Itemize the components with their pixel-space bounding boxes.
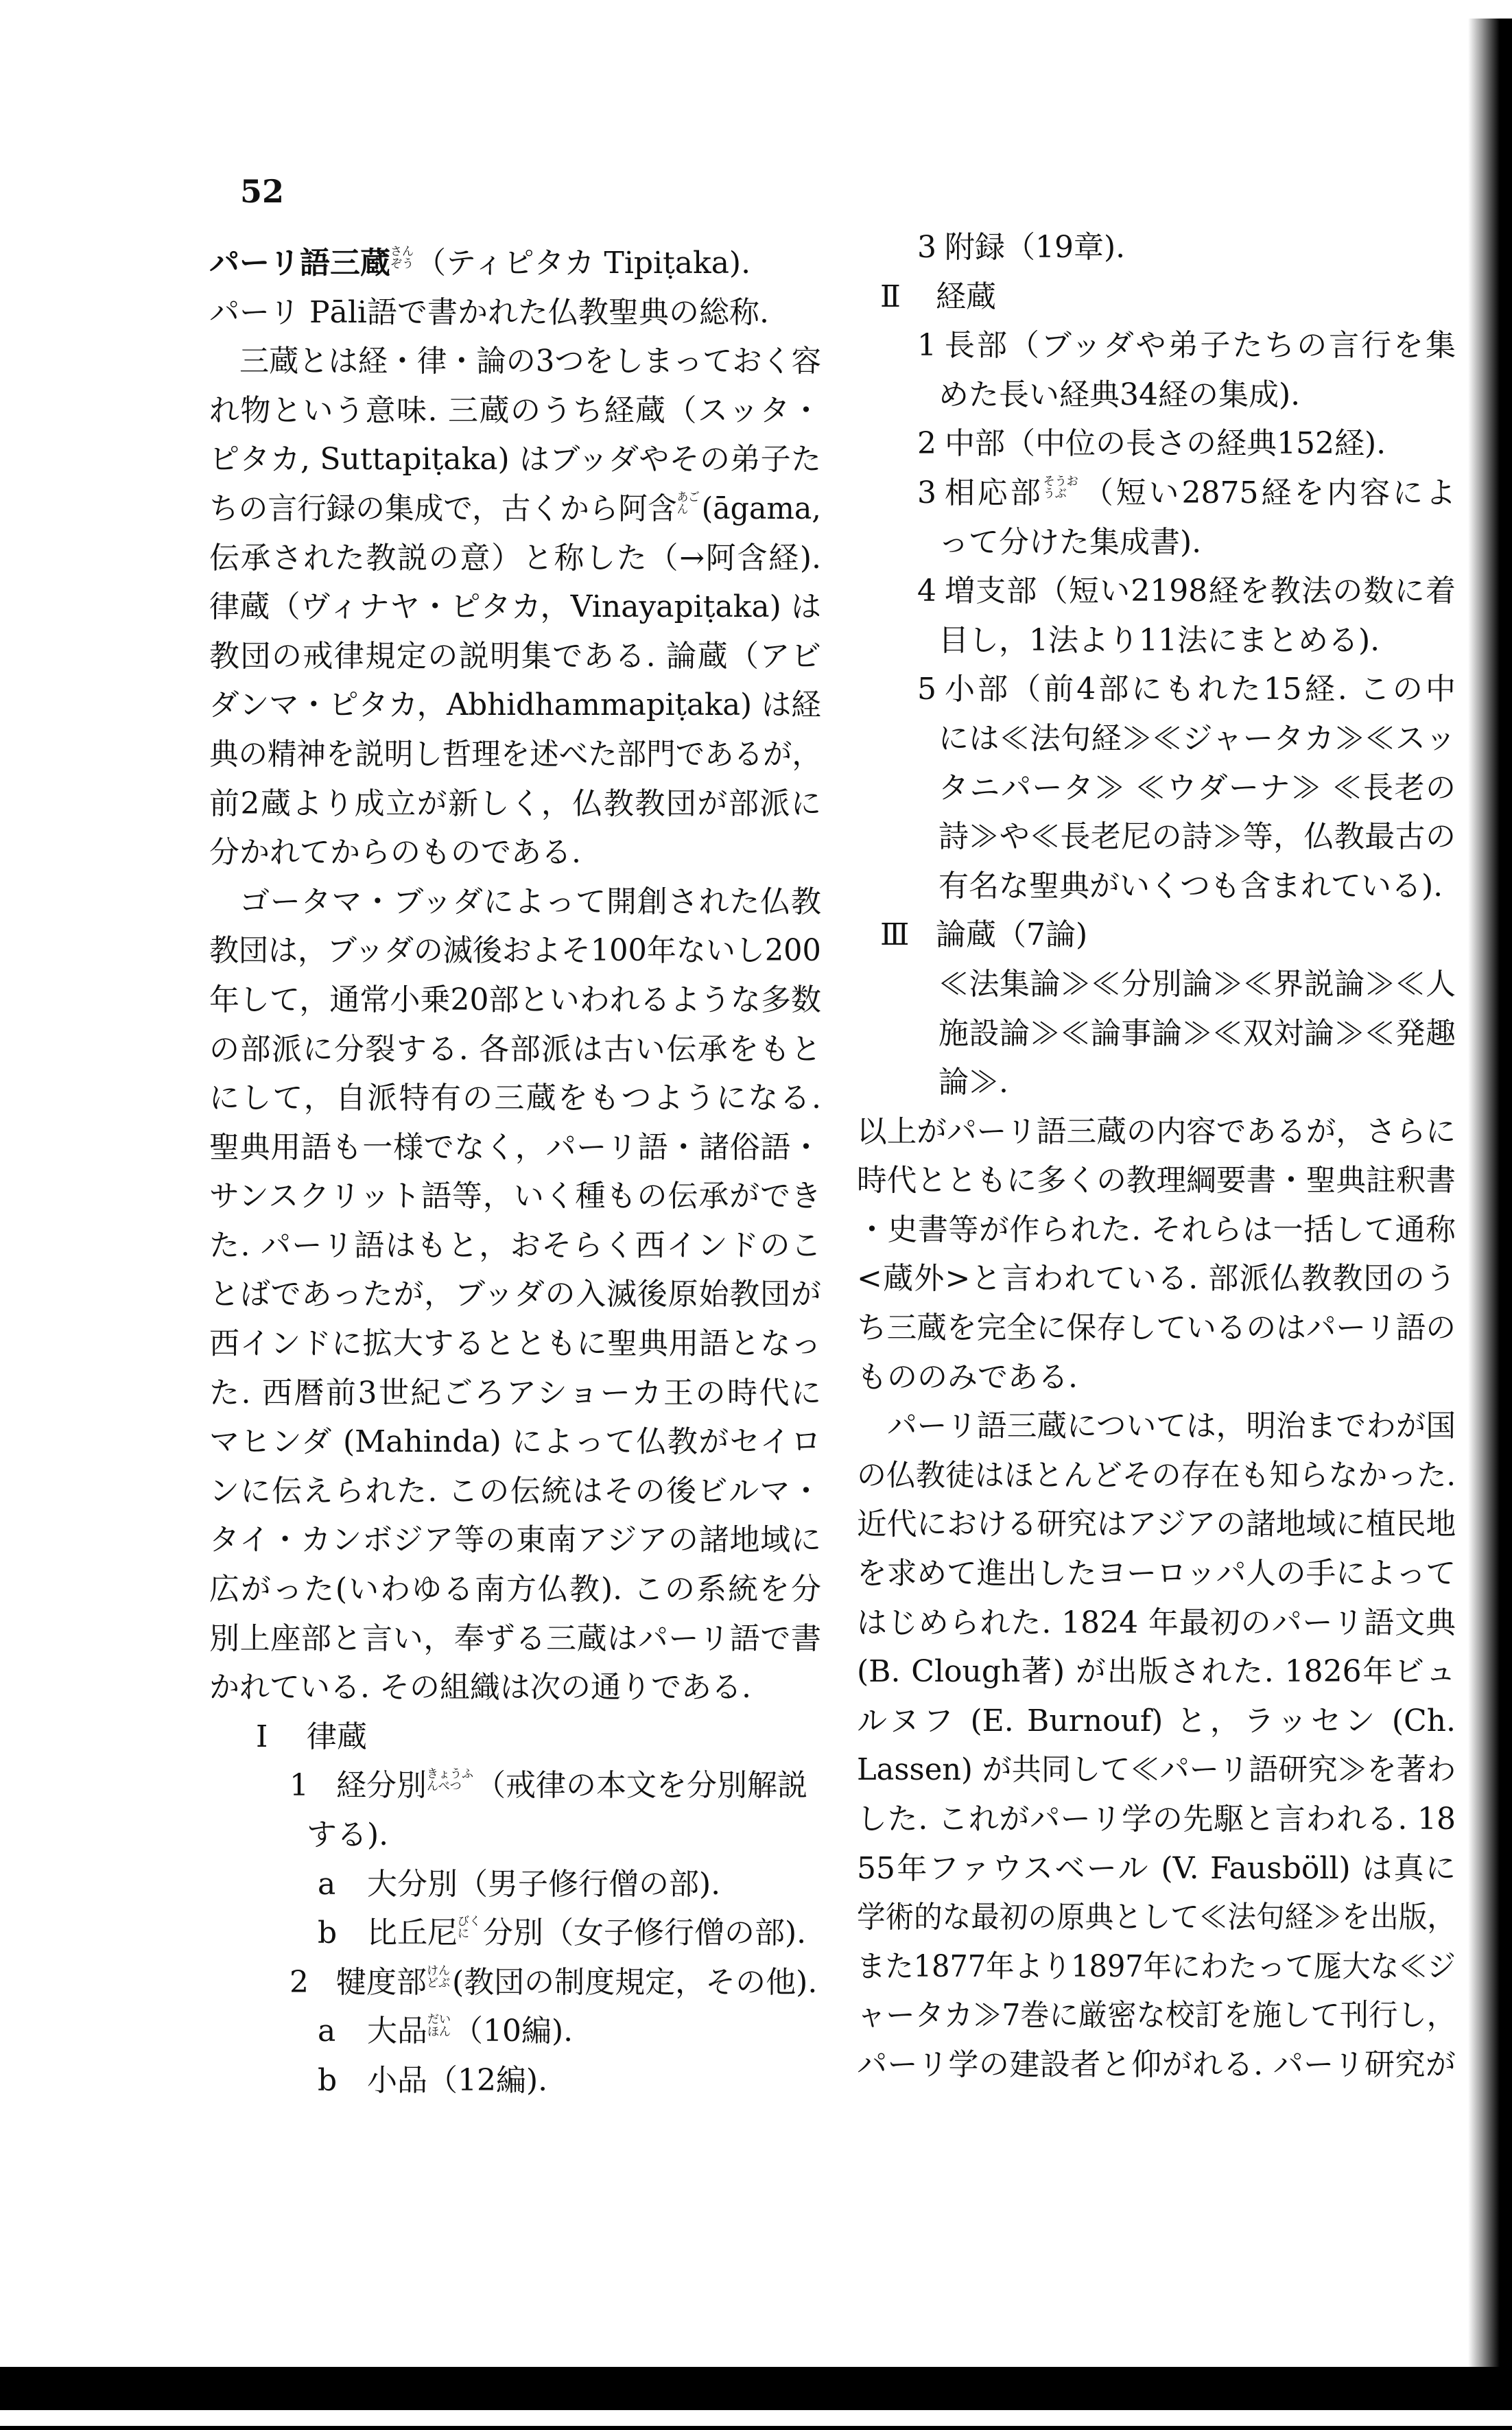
line-text bbox=[209, 288, 769, 338]
scan-bottom-black-border bbox=[0, 2367, 1512, 2410]
text-line bbox=[209, 582, 821, 632]
text-run: パーリ語三蔵については，明治までわが国 bbox=[887, 1408, 1456, 1444]
text-line bbox=[857, 1697, 1456, 1746]
text-run: （戒律の本文を分別解説 bbox=[475, 1768, 807, 1804]
text-run: ゴータマ・ブッダによって開創された仏教 bbox=[239, 884, 821, 919]
outline-marker: I bbox=[256, 1719, 268, 1754]
text-line bbox=[209, 1515, 821, 1565]
line-text bbox=[936, 910, 1087, 960]
text-run: 三蔵とは経・律・論の3つをしまっておく容 bbox=[239, 344, 821, 379]
text-line bbox=[857, 1451, 1456, 1500]
outline-marker: b bbox=[318, 2062, 338, 2098]
text-line bbox=[209, 828, 821, 877]
text-run: （短い2875経を内容によ bbox=[1080, 475, 1456, 510]
text-line bbox=[209, 1074, 821, 1123]
text-run: 聖典用語も一様でなく，パーリ語・諸俗語・ bbox=[209, 1129, 821, 1165]
text-run: 大分別（男子修行僧の部). bbox=[367, 1866, 721, 1902]
outline-marker: 4 bbox=[917, 574, 936, 609]
text-run: 中部（中位の長さの経典152経). bbox=[945, 426, 1386, 462]
text-run: 増支部（短い2198経を教法の数に着 bbox=[945, 574, 1456, 609]
furigana: けんどぶ bbox=[427, 1964, 450, 1990]
line-text bbox=[887, 1402, 1456, 1451]
furigana: さんぞう bbox=[390, 246, 414, 270]
text-run: ャータカ≫7巻に厳密な校訂を施して刊行し， bbox=[857, 1998, 1456, 2033]
line-text bbox=[209, 1565, 821, 1614]
line-text bbox=[209, 435, 821, 484]
text-line bbox=[857, 1107, 1456, 1157]
line-text bbox=[857, 1107, 1456, 1157]
outline-item bbox=[209, 1860, 821, 1909]
text-run: 分かれてからのものである. bbox=[209, 835, 581, 871]
text-line bbox=[209, 386, 821, 436]
text-line bbox=[209, 730, 821, 779]
text-line bbox=[857, 1893, 1456, 1942]
text-run: また1877年より1897年にわたって厖大な≪ジ bbox=[857, 1948, 1456, 1984]
line-text bbox=[857, 1500, 1456, 1549]
line-text bbox=[307, 1712, 367, 1762]
text-run: 律蔵 bbox=[307, 1719, 367, 1754]
text-run: （ティピタカ Tipiṭaka). bbox=[416, 246, 751, 281]
text-line bbox=[857, 1205, 1456, 1255]
text-run: 小品（12編). bbox=[367, 2062, 548, 2098]
outline-marker: 2 bbox=[917, 426, 936, 462]
text-line bbox=[857, 370, 1456, 420]
text-line bbox=[209, 484, 821, 534]
line-text bbox=[938, 764, 1456, 813]
text-line bbox=[209, 1123, 821, 1172]
text-line bbox=[857, 1795, 1456, 1844]
outline-marker: 5 bbox=[917, 672, 936, 707]
text-run: 年して，通常小乗20部といわれるような多数 bbox=[209, 982, 821, 1017]
line-text bbox=[857, 1942, 1456, 1992]
text-line bbox=[209, 435, 821, 484]
line-text bbox=[209, 976, 821, 1025]
line-text bbox=[209, 1270, 821, 1319]
text-run: た. パーリ語はもと，おそらく西インドのこ bbox=[209, 1227, 821, 1263]
text-line bbox=[857, 1844, 1456, 1894]
text-run: 以上がパーリ語三蔵の内容であるが，さらに bbox=[857, 1113, 1456, 1149]
text-run: ちの言行録の集成で，古くから阿含 bbox=[209, 491, 677, 526]
outline-item bbox=[857, 665, 1456, 714]
text-run: 施設論≫≪論事論≫≪双対論≫≪発趣 bbox=[938, 1015, 1456, 1051]
outline-marker: 1 bbox=[917, 328, 936, 364]
text-run: かれている. その組織は次の通りである. bbox=[209, 1670, 751, 1706]
line-text bbox=[367, 1860, 720, 1909]
text-run: 教団の戒律規定の説明集である. 論蔵（アビ bbox=[209, 638, 821, 674]
line-text bbox=[307, 1810, 388, 1860]
text-line bbox=[209, 926, 821, 976]
line-text bbox=[209, 1074, 821, 1123]
outline-item bbox=[857, 910, 1456, 960]
line-text bbox=[239, 877, 821, 927]
text-line bbox=[209, 1270, 821, 1319]
text-run: 経蔵 bbox=[936, 279, 996, 314]
outline-item bbox=[209, 1761, 821, 1810]
text-run: 相応部 bbox=[945, 475, 1043, 510]
text-line bbox=[209, 1417, 821, 1467]
text-line bbox=[209, 1565, 821, 1614]
line-text bbox=[857, 1254, 1456, 1304]
line-text bbox=[367, 2056, 547, 2105]
outline-item bbox=[209, 2056, 821, 2105]
line-text bbox=[209, 484, 821, 534]
text-run: する). bbox=[307, 1817, 389, 1852]
text-run: を求めて進出したヨーロッパ人の手によって bbox=[857, 1556, 1456, 1592]
text-line bbox=[857, 1745, 1456, 1795]
text-run: 犍度部 bbox=[336, 1964, 427, 2000]
text-run: 論≫. bbox=[938, 1065, 1008, 1100]
text-run: めた長い経典34経の集成). bbox=[938, 377, 1301, 412]
text-line bbox=[209, 1319, 821, 1369]
text-run: 広がった(いわゆる南方仏教). この系統を分 bbox=[209, 1572, 821, 1607]
line-text bbox=[938, 960, 1456, 1009]
text-run: 経分別 bbox=[336, 1768, 427, 1804]
text-run: （10編). bbox=[453, 2014, 574, 2049]
line-text bbox=[209, 926, 821, 976]
outline-item bbox=[857, 223, 1456, 272]
text-run: 長部（ブッダや弟子たちの言行を集 bbox=[945, 328, 1456, 364]
line-text bbox=[857, 1991, 1456, 2040]
text-line bbox=[857, 812, 1456, 862]
text-run: の部派に分裂する. 各部派は古い伝承をもと bbox=[209, 1031, 821, 1067]
right-text-column bbox=[857, 223, 1456, 2090]
text-run: 附録（19章). bbox=[945, 230, 1126, 265]
text-run: 詩≫や≪長老尼の詩≫等，仏教最古の bbox=[938, 819, 1456, 855]
text-run: ≪法集論≫≪分別論≫≪界説論≫≪人 bbox=[938, 966, 1456, 1002]
text-run: 典の精神を説明し哲理を述べた部門であるが， bbox=[209, 736, 821, 772]
text-line bbox=[209, 337, 821, 386]
text-run: って分けた集成書). bbox=[938, 524, 1202, 560]
text-run: タイ・カンボジア等の東南アジアの諸地域に bbox=[209, 1522, 821, 1558]
text-line bbox=[857, 518, 1456, 567]
text-run: (āgama, bbox=[701, 491, 821, 526]
line-text bbox=[857, 1795, 1456, 1844]
text-run: とばであったが，ブッダの入滅後原始教団が bbox=[209, 1277, 821, 1312]
text-run: 別上座部と言い，奉ずる三蔵はパーリ語で書 bbox=[209, 1620, 821, 1656]
line-text bbox=[209, 582, 821, 632]
line-text bbox=[239, 337, 821, 386]
text-line bbox=[209, 1025, 821, 1074]
line-text bbox=[209, 1172, 821, 1221]
text-line bbox=[857, 1549, 1456, 1599]
text-run: マヒンダ (Mahinda) によって仏教がセイロ bbox=[209, 1424, 821, 1460]
text-line bbox=[209, 976, 821, 1025]
line-text bbox=[938, 518, 1201, 567]
furigana: そうおうぶ bbox=[1043, 475, 1078, 500]
furigana: びくに bbox=[458, 1915, 481, 1941]
text-run: 分別（女子修行僧の部). bbox=[483, 1915, 807, 1951]
text-run: 大品 bbox=[367, 2014, 427, 2049]
line-text bbox=[945, 223, 1125, 272]
line-text bbox=[857, 1893, 1456, 1942]
line-text bbox=[857, 1451, 1456, 1500]
outline-marker: b bbox=[318, 1915, 338, 1951]
outline-marker: a bbox=[318, 2014, 336, 2049]
text-line bbox=[209, 534, 821, 583]
line-text bbox=[938, 862, 1443, 911]
line-text bbox=[857, 1599, 1456, 1648]
line-text bbox=[209, 1663, 751, 1712]
text-run: 学術的な最初の原典として≪法句経≫を出版， bbox=[857, 1900, 1456, 1935]
text-line bbox=[857, 862, 1456, 911]
outline-item bbox=[209, 1909, 821, 1958]
text-line bbox=[857, 960, 1456, 1009]
outline-marker: 2 bbox=[290, 1964, 309, 2000]
line-text bbox=[209, 828, 581, 877]
text-run: にして，自派特有の三蔵をもつようになる. bbox=[209, 1081, 821, 1116]
text-line bbox=[857, 1304, 1456, 1353]
line-text bbox=[857, 1647, 1456, 1697]
scan-page-edge-shadow bbox=[1468, 19, 1512, 2372]
text-line bbox=[857, 1254, 1456, 1304]
line-text bbox=[209, 1319, 821, 1369]
line-text bbox=[945, 469, 1456, 518]
text-line bbox=[857, 2040, 1456, 2090]
text-run: 比丘尼 bbox=[367, 1915, 458, 1951]
line-text bbox=[209, 681, 821, 730]
line-text bbox=[209, 239, 751, 288]
text-run: 目し，1法より11法にまとめる). bbox=[938, 622, 1380, 658]
text-run: タニパータ≫ ≪ウダーナ≫ ≪長老の bbox=[938, 770, 1456, 805]
outline-item bbox=[857, 567, 1456, 616]
text-line bbox=[857, 1991, 1456, 2040]
text-run: 近代における研究はアジアの諸地域に植民地 bbox=[857, 1507, 1456, 1542]
text-line bbox=[857, 1942, 1456, 1992]
text-run: 論蔵（7論) bbox=[936, 917, 1088, 953]
line-text bbox=[209, 632, 821, 681]
line-text bbox=[209, 1369, 821, 1418]
text-run: ンに伝えられた. この伝統はその後ビルマ・ bbox=[209, 1473, 821, 1509]
left-text-column bbox=[209, 239, 821, 2105]
text-run: 教団は，ブッダの滅後およそ100年ないし200 bbox=[209, 933, 821, 969]
line-text bbox=[945, 321, 1456, 370]
text-line bbox=[857, 1500, 1456, 1549]
text-line bbox=[209, 877, 821, 927]
line-text bbox=[945, 567, 1456, 616]
outline-marker: Ⅱ bbox=[880, 279, 901, 314]
line-text bbox=[938, 370, 1300, 420]
text-run: サンスクリット語等，いく種もの伝承ができ bbox=[209, 1179, 821, 1214]
text-line bbox=[857, 1353, 1456, 1402]
text-line bbox=[209, 779, 821, 829]
text-run: はじめられた. 1824 年最初のパーリ語文典 bbox=[857, 1605, 1456, 1640]
text-line bbox=[857, 764, 1456, 813]
text-run: 前2蔵より成立が新しく，仏教教団が部派に bbox=[209, 786, 821, 821]
line-text bbox=[938, 616, 1380, 665]
line-text bbox=[857, 1353, 1078, 1402]
line-text bbox=[938, 1058, 1008, 1107]
text-line bbox=[857, 616, 1456, 665]
outline-item bbox=[857, 272, 1456, 322]
text-run: ダンマ・ピタカ，Abhidhammapiṭaka) は経 bbox=[209, 687, 821, 723]
line-text bbox=[857, 1844, 1456, 1894]
text-line bbox=[857, 1058, 1456, 1107]
outline-item bbox=[857, 419, 1456, 469]
text-run: ルヌフ (E. Burnouf) と，ラッセン (Ch. bbox=[857, 1703, 1456, 1738]
furigana: だいほん bbox=[427, 2014, 451, 2039]
outline-marker: Ⅲ bbox=[880, 917, 910, 953]
line-text bbox=[209, 730, 821, 779]
text-run: 西インドに拡大するとともに聖典用語となっ bbox=[209, 1326, 821, 1362]
line-text bbox=[945, 665, 1456, 714]
line-text bbox=[209, 1515, 821, 1565]
text-line bbox=[857, 1402, 1456, 1451]
text-line bbox=[209, 1663, 821, 1712]
text-line bbox=[209, 1221, 821, 1271]
text-line bbox=[209, 288, 821, 338]
text-run: Lassen) が共同して≪パーリ語研究≫を著わ bbox=[857, 1752, 1456, 1788]
line-text bbox=[857, 1304, 1456, 1353]
text-line bbox=[209, 1369, 821, 1418]
line-text bbox=[945, 419, 1386, 469]
line-text bbox=[857, 1697, 1456, 1746]
line-text bbox=[209, 1417, 821, 1467]
text-run: もののみである. bbox=[857, 1359, 1078, 1395]
line-text bbox=[209, 1123, 821, 1172]
outline-item bbox=[857, 469, 1456, 518]
furigana: あごん bbox=[676, 491, 700, 516]
text-run: た. 西暦前3世紀ごろアショーカ王の時代に bbox=[209, 1375, 821, 1411]
outline-item bbox=[209, 1958, 821, 2007]
outline-marker: 3 bbox=[917, 230, 936, 265]
line-text bbox=[938, 1009, 1456, 1059]
outline-marker: 1 bbox=[290, 1768, 309, 1804]
text-run: 伝承された教説の意）と称した（→阿含経). bbox=[209, 540, 821, 576]
line-text bbox=[209, 779, 821, 829]
outline-marker: a bbox=[318, 1866, 336, 1902]
line-text bbox=[857, 1156, 1456, 1205]
entry-headline bbox=[209, 239, 821, 288]
text-line bbox=[209, 1614, 821, 1664]
text-run: 時代とともに多くの教理綱要書・聖典註釈書 bbox=[857, 1163, 1456, 1199]
text-line bbox=[857, 714, 1456, 764]
text-line bbox=[209, 681, 821, 730]
text-run: した. これがパーリ学の先駆と言われる. 18 bbox=[857, 1802, 1456, 1837]
text-run: には≪法句経≫≪ジャータカ≫≪スッ bbox=[938, 720, 1456, 756]
line-text bbox=[209, 1025, 821, 1074]
text-line bbox=[209, 1810, 821, 1860]
text-run: 有名な聖典がいくつも含まれている). bbox=[938, 868, 1443, 904]
text-run: パーリ学の建設者と仰がれる. パーリ研究が bbox=[857, 2046, 1456, 2082]
text-run: 律蔵（ヴィナヤ・ピタカ，Vinayapiṭaka) は bbox=[209, 589, 821, 625]
text-run: れ物という意味. 三蔵のうち経蔵（スッタ・ bbox=[209, 392, 821, 428]
line-text bbox=[857, 2040, 1456, 2090]
line-text bbox=[936, 272, 996, 322]
text-line bbox=[209, 632, 821, 681]
line-text bbox=[336, 1958, 817, 2007]
text-run: の仏教徒はほとんどその存在も知らなかった. bbox=[857, 1457, 1456, 1493]
text-run: パーリ Pāli語で書かれた仏教聖典の総称. bbox=[209, 294, 769, 330]
text-line bbox=[857, 1156, 1456, 1205]
line-text bbox=[367, 1909, 806, 1958]
line-text bbox=[938, 714, 1456, 764]
furigana: きょうふんべつ bbox=[427, 1768, 473, 1793]
text-run: (B. Clough著) が出版された. 1826年ビュ bbox=[857, 1654, 1456, 1690]
line-text bbox=[857, 1205, 1456, 1255]
text-run: <蔵外>と言われている. 部派仏教教団のう bbox=[857, 1261, 1456, 1297]
text-run: 小部（前4部にもれた15経. この中 bbox=[945, 672, 1456, 707]
text-line bbox=[209, 1467, 821, 1516]
line-text bbox=[857, 1549, 1456, 1599]
text-line bbox=[857, 1009, 1456, 1059]
outline-item bbox=[209, 1712, 821, 1762]
outline-item bbox=[209, 2007, 821, 2056]
text-run: 55年ファウスベール (V. Fausböll) は真に bbox=[857, 1850, 1456, 1886]
outline-marker: 3 bbox=[917, 475, 936, 510]
text-line bbox=[857, 1599, 1456, 1648]
line-text bbox=[857, 1745, 1456, 1795]
line-text bbox=[336, 1761, 807, 1810]
line-text bbox=[209, 534, 821, 583]
line-text bbox=[367, 2007, 573, 2056]
line-text bbox=[938, 812, 1456, 862]
text-line bbox=[209, 1172, 821, 1221]
line-text bbox=[209, 386, 821, 436]
text-run: ち三蔵を完全に保存しているのはパーリ語の bbox=[857, 1310, 1456, 1346]
text-run: ピタカ, Suttapiṭaka) はブッダやその弟子た bbox=[209, 442, 821, 477]
line-text bbox=[209, 1221, 821, 1271]
scan-bottom-edge bbox=[0, 2426, 1512, 2430]
text-run: (教団の制度規定，その他). bbox=[452, 1964, 818, 2000]
page-number: 52 bbox=[240, 173, 285, 210]
line-text bbox=[209, 1467, 821, 1516]
entry-term: パーリ語三蔵 bbox=[209, 246, 390, 281]
line-text bbox=[209, 1614, 821, 1664]
text-line bbox=[857, 1647, 1456, 1697]
text-run: ・史書等が作られた. それらは一括して通称 bbox=[857, 1212, 1456, 1247]
outline-item bbox=[857, 321, 1456, 370]
